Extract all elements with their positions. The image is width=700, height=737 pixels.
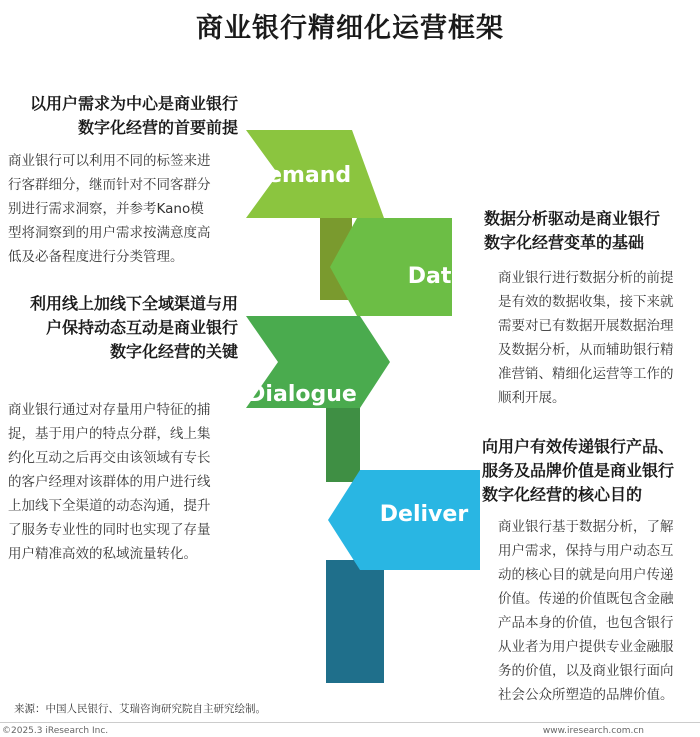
stage-label: Dialogue <box>247 382 357 407</box>
data-description-line: 顺利开展。 <box>498 390 566 406</box>
data-description-line: 需要对已有数据开展数据治理 <box>498 318 674 334</box>
data-description-line: 是有效的数据收集，接下来就 <box>498 294 674 310</box>
dialogue-description-line: 上加线下全渠道的动态沟通，提升 <box>8 498 211 514</box>
deliver-heading <box>482 435 698 507</box>
website-link[interactable]: www.iresearch.com.cn <box>542 726 644 736</box>
demand-description-line: 商业银行可以利用不同的标签来进 <box>8 153 211 169</box>
dialogue-description <box>8 398 240 566</box>
stage-label: Deliver <box>379 502 469 527</box>
page-title: 商业银行精细化运营框架 <box>196 13 504 44</box>
stage-connector <box>326 560 384 683</box>
dialogue-description-line: 了服务专业性的同时也实现了存量 <box>8 522 211 538</box>
dialogue-description-line: 商业银行通过对存量用户特征的捕 <box>8 402 211 418</box>
deliver-description-line: 务的价值，以及商业银行面向 <box>498 663 674 679</box>
deliver-description-line: 动的核心目的就是向用户传递 <box>498 567 674 583</box>
dialogue-description-line: 捉，基于用户的特点分群，线上集 <box>8 426 211 442</box>
dialogue-description-line: 用户精准高效的私域流量转化。 <box>8 546 197 562</box>
data-description-line: 准营销、精细化运营等工作的 <box>498 366 674 382</box>
data-description-line: 及数据分析，从而辅助银行精 <box>498 342 674 358</box>
demand-heading-line: 以用户需求为中心是商业银行 <box>29 94 238 113</box>
footer-divider <box>0 722 700 723</box>
dialogue-heading <box>0 292 238 364</box>
deliver-heading-line: 数字化经营的核心目的 <box>482 485 643 504</box>
demand-description-line: 型将洞察到的用户需求按满意度高 <box>8 225 211 241</box>
data-description <box>498 266 698 410</box>
data-heading-line: 数据分析驱动是商业银行 <box>484 209 661 228</box>
data-heading <box>484 207 694 255</box>
dialogue-description-line: 约化互动之后再交由该领域有专长 <box>8 450 211 466</box>
deliver-description-line: 从业者为用户提供专业金融服 <box>498 639 674 655</box>
stage-connector <box>326 408 360 482</box>
demand-description-line: 行客群细分，继而针对不同客群分 <box>8 177 211 193</box>
demand-description <box>8 149 240 269</box>
dialogue-description-line: 的客户经理对该群体的用户进行线 <box>8 474 211 490</box>
dialogue-heading-line: 户保持动态互动是商业银行 <box>45 318 238 337</box>
deliver-heading-line: 服务及品牌价值是商业银行 <box>482 461 675 480</box>
deliver-description-line: 商业银行基于数据分析，了解 <box>498 519 674 535</box>
stage-label: Data <box>407 264 467 289</box>
demand-heading-line: 数字化经营的首要前提 <box>77 118 238 137</box>
dialogue-heading-line: 数字化经营的关键 <box>109 342 238 361</box>
deliver-heading-line: 向用户有效传递银行产品、 <box>482 437 675 456</box>
demand-description-line: 低及必备程度进行分类管理。 <box>8 249 184 265</box>
stage-label: Demand <box>248 163 352 188</box>
data-description-line: 商业银行进行数据分析的前提 <box>498 270 674 286</box>
deliver-description <box>498 515 698 707</box>
deliver-description-line: 产品本身的价值，也包含银行 <box>498 615 674 631</box>
data-heading-line: 数字化经营变革的基础 <box>484 233 645 252</box>
deliver-description-line: 用户需求，保持与用户动态互 <box>498 543 674 559</box>
deliver-description-line: 价值。传递的价值既包含金融 <box>498 591 674 607</box>
dialogue-heading-line: 利用线上加线下全域渠道与用 <box>29 294 238 313</box>
deliver-description-line: 社会公众所塑造的品牌价值。 <box>498 687 674 703</box>
demand-description-line: 别进行需求洞察，并参考Kano模 <box>8 201 204 217</box>
source-note: 来源：中国人民银行、艾瑞咨询研究院自主研究绘制。 <box>14 703 266 715</box>
copyright: ©2025.3 iResearch Inc. <box>2 726 109 736</box>
demand-heading <box>10 92 238 140</box>
